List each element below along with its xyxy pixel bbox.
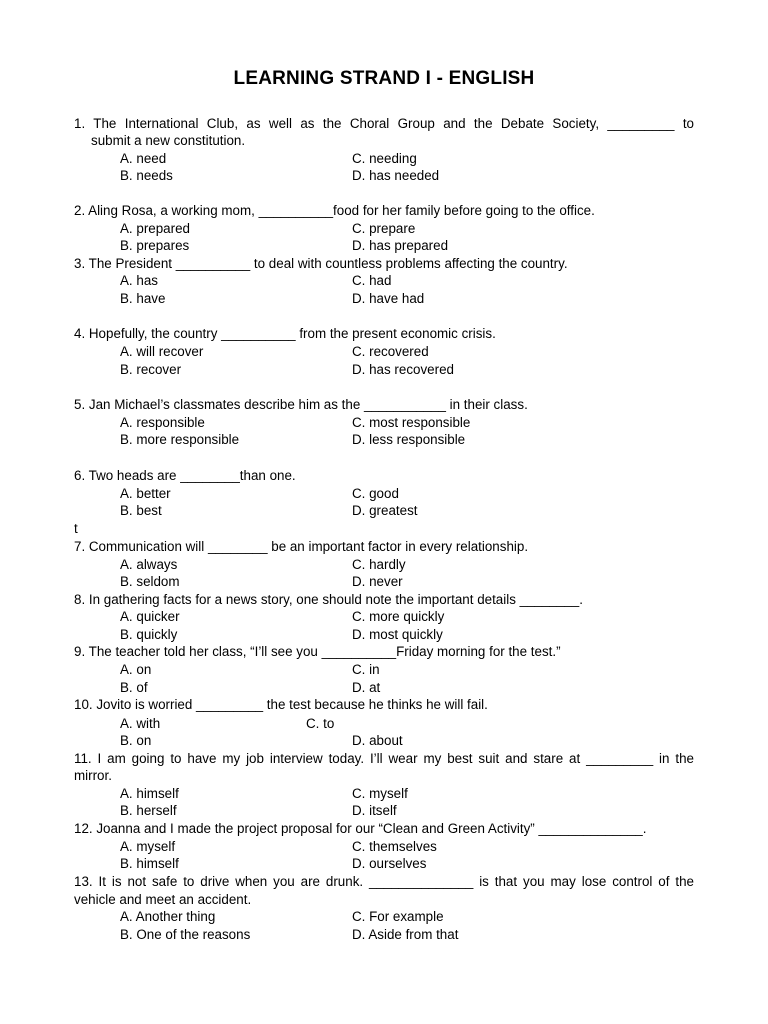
question-4-option-a: A. will recover — [120, 344, 204, 359]
question-13-option-a: A. Another thing — [120, 909, 216, 924]
question-2-text: 2. Aling Rosa, a working mom, __________food for her family before going to the office. — [74, 203, 595, 218]
question-2-option-b: B. prepares — [120, 238, 190, 253]
question-6-option-b: B. best — [120, 503, 162, 518]
page-title: LEARNING STRAND I - ENGLISH — [233, 68, 535, 89]
question-1-option-b: B. needs — [120, 168, 173, 183]
question-13-option-b: B. One of the reasons — [120, 927, 251, 942]
question-7-option-d: D. never — [352, 574, 403, 589]
question-3-text: 3. The President __________ to deal with countless problems affecting the country. — [74, 256, 568, 271]
question-6-option-d: D. greatest — [352, 503, 418, 518]
question-4-text: 4. Hopefully, the country __________ from the present economic crisis. — [74, 326, 496, 341]
question-5-option-b: B. more responsible — [120, 432, 240, 447]
question-2-option-c: C. prepare — [352, 221, 416, 236]
question-10-option-a: A. with — [120, 716, 161, 731]
question-10-option-b: B. on — [120, 733, 152, 748]
question-13-text: 13. It is not safe to drive when you are drunk. ______________ is that you may lose control of the — [74, 874, 694, 889]
question-3-option-c: C. had — [352, 273, 392, 288]
question-1-option-d: D. has needed — [352, 168, 440, 183]
question-11-option-d: D. itself — [352, 803, 397, 818]
question-6-option-a: A. better — [120, 486, 171, 501]
question-5-text: 5. Jan Michael’s classmates describe him as the ___________ in their class. — [74, 397, 528, 412]
question-8-option-a: A. quicker — [120, 609, 180, 624]
question-2-option-d: D. has prepared — [352, 238, 449, 253]
question-9-option-a: A. on — [120, 662, 152, 677]
question-5-option-c: C. most responsible — [352, 415, 471, 430]
question-8-option-c: C. more quickly — [352, 609, 445, 624]
question-6-option-c: C. good — [352, 486, 399, 501]
question-11-text-cont: mirror. — [74, 768, 112, 783]
question-8-option-d: D. most quickly — [352, 627, 443, 642]
question-9-option-c: C. in — [352, 662, 380, 677]
question-7-text: 7. Communication will ________ be an important factor in every relationship. — [74, 539, 529, 554]
question-3-option-a: A. has — [120, 273, 158, 288]
question-12-option-d: D. ourselves — [352, 856, 427, 871]
question-11-text: 11. I am going to have my job interview today. I’ll wear my best suit and stare at _________ in the — [74, 751, 694, 766]
question-7-option-c: C. hardly — [352, 557, 406, 572]
question-2-option-a: A. prepared — [120, 221, 190, 236]
question-13-option-d: D. Aside from that — [352, 927, 459, 942]
question-12-option-a: A. myself — [120, 839, 176, 854]
question-4-option-c: C. recovered — [352, 344, 429, 359]
question-1-option-c: C. needing — [352, 151, 417, 166]
question-4-option-d: D. has recovered — [352, 362, 454, 377]
question-7-option-b: B. seldom — [120, 574, 180, 589]
question-11-option-c: C. myself — [352, 786, 408, 801]
question-12-option-c: C. themselves — [352, 839, 437, 854]
question-12-text: 12. Joanna and I made the project proposal for our “Clean and Green Activity” ______________. — [74, 821, 647, 836]
question-1-option-a: A. need — [120, 151, 167, 166]
question-1-text: 1. The International Club, as well as the Choral Group and the Debate Society, _________ to — [74, 116, 694, 131]
question-7-option-a: A. always — [120, 557, 178, 572]
question-1-text-cont: submit a new constitution. — [91, 133, 246, 148]
question-5-option-a: A. responsible — [120, 415, 205, 430]
question-8-text: 8. In gathering facts for a news story, one should note the important details ________. — [74, 592, 583, 607]
question-9-option-b: B. of — [120, 680, 148, 695]
question-12-option-b: B. himself — [120, 856, 179, 871]
question-13-text-cont: vehicle and meet an accident. — [74, 892, 252, 907]
question-11-option-a: A. himself — [120, 786, 179, 801]
question-3-option-b: B. have — [120, 291, 166, 306]
question-5-option-d: D. less responsible — [352, 432, 466, 447]
question-6-text: 6. Two heads are ________than one. — [74, 468, 296, 483]
question-13-option-c: C. For example — [352, 909, 444, 924]
question-3-option-d: D. have had — [352, 291, 425, 306]
question-11-option-b: B. herself — [120, 803, 177, 818]
question-10-option-d: D. about — [352, 733, 403, 748]
question-9-option-d: D. at — [352, 680, 381, 695]
question-8-option-b: B. quickly — [120, 627, 178, 642]
question-10-option-c: C. to — [306, 716, 335, 731]
question-10-text: 10. Jovito is worried _________ the test because he thinks he will fail. — [74, 697, 488, 712]
question-4-option-b: B. recover — [120, 362, 182, 377]
question-9-text: 9. The teacher told her class, “I’ll see you __________Friday morning for the test.” — [74, 644, 561, 659]
stray-character: t — [74, 521, 78, 536]
